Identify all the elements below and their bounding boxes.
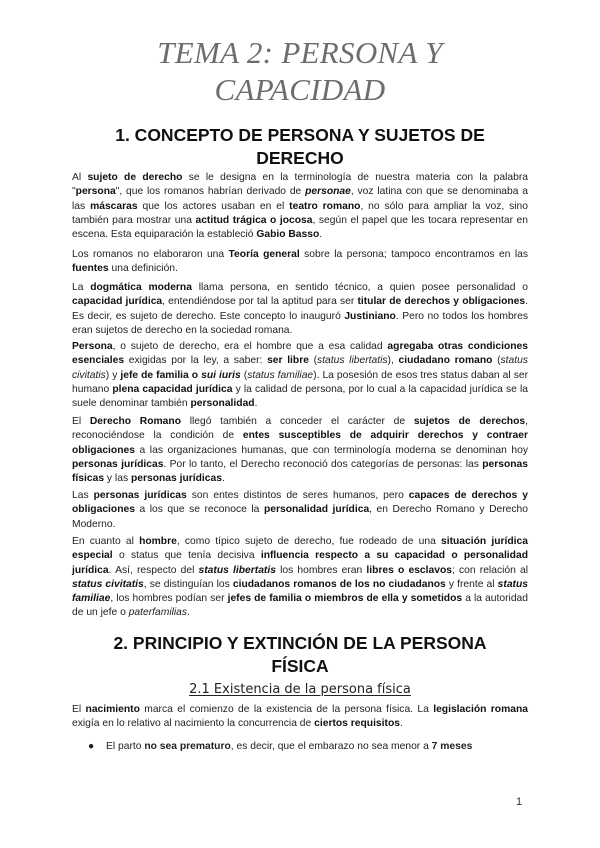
paragraph — [72, 340, 528, 411]
text-run: exigidas por la ley, a saber: — [124, 355, 268, 367]
text-run: a los que se reconoce la — [134, 504, 264, 516]
text-run: status familiae — [247, 369, 314, 381]
text-run: y las — [104, 473, 131, 485]
paragraph — [72, 535, 528, 621]
section2-heading — [60, 632, 540, 678]
text-run: La — [72, 282, 91, 293]
section1-heading-line1: 1. CONCEPTO DE PERSONA Y SUJETOS DE — [115, 125, 485, 145]
text-run: exigía en lo relativo al nacimiento la concurrencia de — [72, 718, 315, 730]
text-run: personas jurídicas — [130, 473, 222, 485]
text-run: . — [399, 718, 403, 730]
text-run: Las — [72, 490, 94, 501]
text-run: llama persona, en sentido técnico, a quien posee personalidad o — [191, 282, 528, 293]
text-run: El parto — [106, 741, 145, 752]
text-run: ", que los romanos habrían derivado de — [115, 186, 306, 198]
bullet-icon: ● — [88, 741, 95, 752]
text-run: teatro romano — [289, 200, 361, 212]
text-run: . Pero no todos los hombres eran sujetos de derecho en la sociedad romana. — [72, 310, 528, 336]
text-run: status familiae — [72, 578, 528, 605]
text-run: , según el papel que les tocara representar en escena. Esta equiparación la estableció — [72, 214, 528, 241]
text-run: . — [221, 473, 225, 485]
text-run: nacimiento — [85, 704, 140, 715]
text-run: máscaras — [90, 200, 138, 212]
text-run: a la autoridad de un jefe o — [72, 593, 528, 619]
text-run: ; con relación al — [452, 564, 529, 576]
list-item-text — [106, 740, 472, 754]
text-run: plena capacidad jurídica — [112, 383, 233, 395]
section1-heading — [60, 124, 540, 170]
text-run: Gabio Basso — [256, 229, 320, 241]
text-run: , es decir, que el embarazo no sea menor a — [230, 741, 432, 752]
text-run: jefe de familia o — [120, 369, 202, 381]
section2-heading-line1: 2. PRINCIPIO Y EXTINCIÓN DE LA PERSONA — [113, 633, 487, 653]
text-run: personas jurídicas — [72, 458, 164, 470]
text-run: se le designa en la terminología de nuestra materia con la palabra " — [72, 172, 528, 198]
text-run: , voz latina con que se denominaba a las — [72, 186, 528, 212]
text-run: no sea prematuro — [144, 741, 231, 752]
text-run: , reconociéndose la condición de — [72, 416, 528, 442]
text-run: ciudadano romano — [398, 355, 493, 367]
paragraph — [72, 703, 528, 732]
text-run: hombre — [139, 536, 177, 547]
text-run: ). La posesión de esos tres status daban al ser humano — [72, 369, 528, 395]
document-title-line1: TEMA 2: PERSONA Y — [157, 35, 443, 70]
paragraph — [72, 248, 528, 277]
text-run: persona — [75, 186, 116, 198]
text-run: ( — [308, 355, 318, 367]
text-run: , no sólo para ampliar la voz, sino también para mostrar una — [72, 200, 529, 226]
paragraph — [72, 281, 528, 338]
text-run: dogmática moderna — [90, 282, 192, 293]
text-run: . — [254, 398, 258, 410]
text-run: sobre la persona; tampoco encontramos en las — [299, 249, 528, 260]
text-run: 7 meses — [431, 741, 473, 752]
text-run: sui iuris — [201, 369, 241, 381]
text-run: situación jurídica especial — [72, 536, 528, 562]
text-run: , entendiéndose por tal la aptitud para ser — [162, 296, 358, 308]
text-run: una definición. — [108, 263, 178, 275]
text-run: capacidad jurídica — [72, 296, 163, 308]
text-run: ciudadanos romanos de los no ciudadanos — [232, 578, 446, 590]
section1-heading-line2: DERECHO — [256, 148, 344, 168]
text-run: El — [72, 704, 86, 715]
text-run: personalidad jurídica — [263, 504, 370, 516]
text-run: El — [72, 416, 90, 427]
text-run: Persona — [72, 341, 113, 352]
text-run: libres o esclavos — [366, 564, 452, 576]
text-run: o status que tenía decisiva — [112, 550, 261, 562]
text-run: marca el comienzo de la existencia de la persona física. La — [139, 704, 434, 715]
text-run: a las organizaciones humanas, que con terminología moderna se denominan hoy — [134, 444, 528, 456]
text-run: legislación romana — [433, 704, 528, 715]
text-run: ser libre — [267, 355, 309, 367]
document-title — [0, 34, 600, 108]
text-run: ) y — [105, 369, 121, 381]
text-run: llegó también a conceder el carácter de — [180, 416, 414, 427]
text-run: status libertatis — [198, 564, 276, 576]
text-run: personas jurídicas — [93, 490, 187, 501]
text-run: En cuanto al — [72, 536, 140, 547]
text-run: , se distinguían los — [143, 578, 233, 590]
text-run: personalidad — [190, 398, 255, 410]
text-run: Al — [72, 172, 88, 183]
text-run: y la calidad de persona, por lo cual a la capacidad jurídica se la suele denominar también — [72, 383, 528, 410]
text-run: son entes distintos de seres humanos, pero — [186, 490, 409, 501]
document-title-line2: CAPACIDAD — [214, 72, 386, 107]
text-run: sujeto de derecho — [87, 172, 183, 183]
text-run: , o sujeto de derecho, era el hombre que a esa calidad — [112, 341, 388, 352]
paragraph — [72, 415, 528, 486]
text-run: entes susceptibles de adquirir derechos y contraer obligaciones — [72, 430, 528, 456]
text-run: fuentes — [72, 263, 109, 275]
text-run: personae — [305, 186, 351, 198]
section2-heading-line2: FÍSICA — [271, 656, 329, 676]
text-run: capaces de derechos y obligaciones — [72, 490, 528, 516]
text-run: status civitatis — [72, 578, 144, 590]
text-run: ciertos requisitos — [314, 718, 400, 730]
paragraph — [72, 489, 528, 532]
text-run: los hombres eran — [275, 564, 367, 576]
text-run: . — [187, 607, 190, 619]
text-run: . Así, respecto del — [108, 564, 199, 576]
text-run: status libertatis — [317, 355, 388, 367]
text-run: que los actores usaban en el — [137, 200, 290, 212]
text-run: ( — [240, 369, 248, 381]
text-run: Teoría general — [228, 249, 300, 260]
text-run: ), — [387, 355, 399, 367]
text-run: , como típico sujeto de derecho, fue rodeado de una — [176, 536, 441, 547]
text-run: y frente al — [445, 578, 498, 590]
section2-subheading-text: 2.1 Existencia de la persona física — [189, 682, 411, 697]
text-run: Justiniano — [344, 310, 396, 322]
text-run: influencia respecto a su capacidad o personalidad jurídica — [72, 550, 528, 576]
text-run: . Es decir, es sujeto de derecho. Este concepto lo inauguró — [72, 296, 529, 322]
text-run: . Por lo tanto, el Derecho reconoció dos categorías de personas: las — [163, 458, 483, 470]
text-run: . — [319, 229, 323, 241]
text-run: paterfamilias — [128, 607, 188, 619]
text-run: actitud trágica o jocosa — [195, 214, 313, 226]
text-run: , en Derecho Romano y Derecho Moderno. — [72, 504, 529, 530]
text-run: titular de derechos y obligaciones — [357, 296, 526, 308]
section2-subheading — [0, 682, 600, 697]
paragraph — [72, 171, 528, 242]
text-run: personas físicas — [72, 458, 528, 485]
text-run: status civitatis — [72, 355, 529, 381]
text-run: agregaba otras condiciones esenciales — [72, 341, 528, 367]
text-run: sujetos de derechos — [413, 416, 526, 427]
text-run: , los hombres podían ser — [110, 593, 228, 605]
text-run: Derecho Romano — [89, 416, 181, 427]
text-run: ( — [492, 355, 501, 367]
page-number: 1 — [516, 796, 523, 808]
text-run: Los romanos no elaboraron una — [72, 249, 229, 260]
text-run: jefes de familia o miembros de ella y sometidos — [227, 593, 463, 605]
